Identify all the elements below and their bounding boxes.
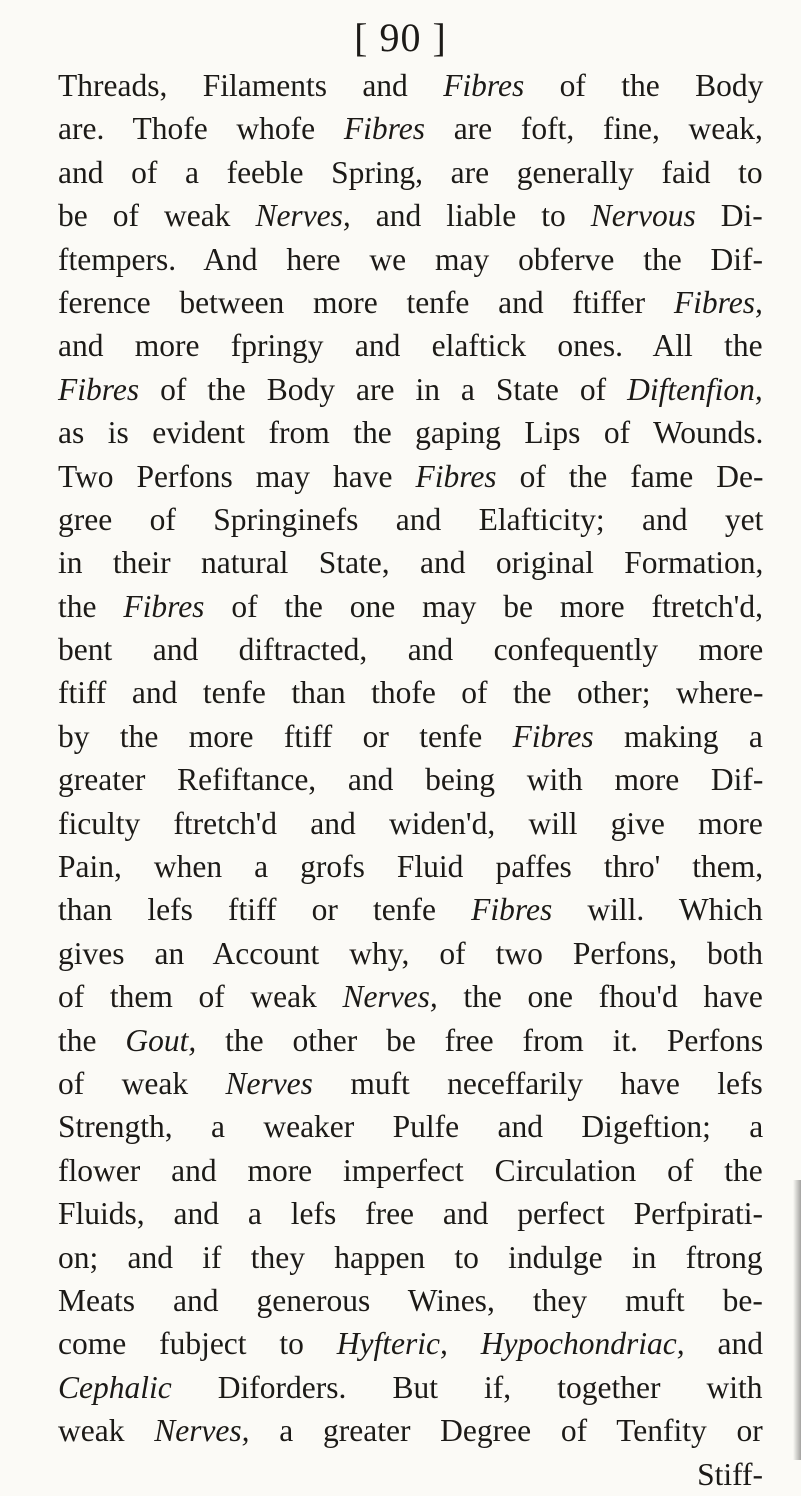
text-line: [58, 1322, 763, 1365]
italic-term: Fibres: [512, 718, 594, 754]
text-segment: Di-: [695, 198, 763, 234]
italic-term: Diftenfion,: [627, 371, 763, 407]
text-segment: flower and more imperfect Circulation of the: [58, 1152, 763, 1188]
text-line: [58, 758, 763, 801]
text-line: [58, 888, 763, 931]
text-line: [58, 1019, 763, 1062]
text-segment: Diforders. But if, together with: [171, 1369, 763, 1405]
text-line: [58, 1062, 763, 1105]
text-segment: and: [684, 1326, 763, 1362]
text-segment: and more fpringy and elaftick ones. All the: [58, 328, 763, 364]
text-segment: on; and if they happen to indulge in ftrong: [58, 1239, 763, 1275]
text-segment: of the Body: [524, 68, 764, 103]
text-line: [58, 715, 763, 758]
italic-term: Nerves,: [154, 1413, 250, 1449]
italic-term: Nerves,: [255, 198, 351, 234]
text-segment: ference between more tenfe and ftiffer: [58, 284, 674, 320]
italic-term: Fibres: [123, 588, 205, 624]
text-segment: Pain, when a grofs Fluid paffes thro' them,: [58, 849, 764, 885]
text-segment: gives an Account why, of two Perfons, both: [58, 935, 764, 971]
text-line: [58, 845, 763, 888]
text-segment: [448, 1326, 481, 1361]
text-line: [58, 671, 763, 714]
text-line: [58, 1279, 763, 1322]
text-line: [58, 194, 763, 237]
text-segment: the: [58, 588, 124, 624]
text-line: [58, 1149, 763, 1192]
text-segment: of the one may be more ftretch'd,: [204, 588, 763, 624]
text-segment: the other be free from it. Perfons: [196, 1022, 764, 1058]
text-line: [58, 802, 763, 845]
text-line: [58, 324, 763, 367]
text-segment: in their natural State, and original Formation,: [58, 545, 764, 581]
italic-term: Nervous: [590, 198, 696, 234]
text-line: [58, 64, 763, 107]
text-segment: will. Which: [552, 892, 763, 928]
text-segment: ftiff and tenfe than thofe of the other; where-: [58, 675, 764, 711]
text-line: [58, 455, 763, 498]
text-line: [58, 1105, 763, 1148]
text-segment: of them of weak: [58, 979, 343, 1015]
text-segment: than lefs ftiff or tenfe: [58, 892, 472, 928]
text-line: [58, 368, 763, 411]
text-segment: muft neceffarily have lefs: [312, 1065, 763, 1101]
text-segment: are foft, fine, weak,: [424, 111, 763, 147]
text-line: [58, 1366, 763, 1409]
page-number: [ 90 ]: [354, 15, 447, 60]
text-segment: as is evident from the gaping Lips of Wounds.: [58, 415, 764, 451]
text-line: [58, 151, 763, 194]
text-line: [58, 1192, 763, 1235]
text-segment: Fluids, and a lefs free and perfect Perfpirati-: [58, 1196, 764, 1232]
italic-term: Hypochondriac,: [480, 1326, 685, 1362]
text-segment: making a: [593, 718, 763, 754]
italic-term: Nerves: [225, 1065, 313, 1101]
text-segment: weak: [58, 1413, 155, 1449]
text-line: [58, 541, 763, 584]
italic-term: Cephalic: [58, 1369, 172, 1405]
text-segment: Meats and generous Wines, they muft be-: [58, 1282, 763, 1318]
text-segment: Stiff-: [697, 1456, 763, 1492]
text-segment: come fubject to: [58, 1326, 337, 1362]
text-segment: Threads, Filaments and: [58, 68, 444, 103]
text-segment: by the more ftiff or tenfe: [58, 718, 513, 754]
page-edge-shadow: [793, 1180, 801, 1460]
text-segment: of the fame De-: [496, 458, 764, 494]
text-segment: gree of Springinefs and Elafticity; and yet: [58, 501, 764, 537]
text-line: [58, 975, 763, 1018]
italic-term: Nerves,: [342, 979, 438, 1015]
italic-term: Hyfteric,: [336, 1326, 448, 1362]
text-segment: and liable to: [350, 198, 591, 234]
text-line: [58, 107, 763, 150]
text-segment: the: [58, 1022, 126, 1058]
text-line: [58, 281, 763, 324]
body-text: [58, 64, 763, 1496]
text-segment: of weak: [58, 1065, 226, 1101]
text-segment: Strength, a weaker Pulfe and Digeftion; a: [58, 1109, 764, 1145]
text-segment: a greater Degree of Tenfity or: [249, 1413, 763, 1449]
text-segment: greater Refiftance, and being with more Dif-: [58, 762, 764, 798]
italic-term: Gout,: [125, 1022, 197, 1058]
text-line: [58, 628, 763, 671]
text-line: [58, 1236, 763, 1279]
italic-term: Fibres: [343, 111, 425, 147]
text-line: [58, 238, 763, 281]
italic-term: Fibres: [415, 458, 497, 494]
text-segment: and of a feeble Spring, are generally faid to: [58, 154, 763, 190]
text-line: [58, 1409, 763, 1452]
text-line: [58, 1453, 763, 1496]
text-segment: ftempers. And here we may obferve the Dif-: [58, 241, 764, 277]
italic-term: Fibres: [471, 892, 553, 928]
text-line: [58, 411, 763, 454]
text-line: [58, 585, 763, 628]
italic-term: Fibres: [443, 68, 525, 103]
text-segment: ficulty ftretch'd and widen'd, will give more: [58, 805, 763, 841]
text-segment: be of weak: [58, 198, 256, 234]
text-segment: of the Body are in a State of: [139, 371, 628, 407]
text-segment: Two Perfons may have: [58, 458, 416, 494]
italic-term: Fibres,: [673, 284, 763, 320]
italic-term: Fibres: [58, 371, 140, 407]
text-segment: are. Thofe whofe: [58, 111, 344, 147]
text-segment: bent and diftracted, and confequently more: [58, 632, 764, 668]
text-line: [58, 932, 763, 975]
text-line: [58, 498, 763, 541]
text-segment: the one fhou'd have: [437, 979, 763, 1015]
